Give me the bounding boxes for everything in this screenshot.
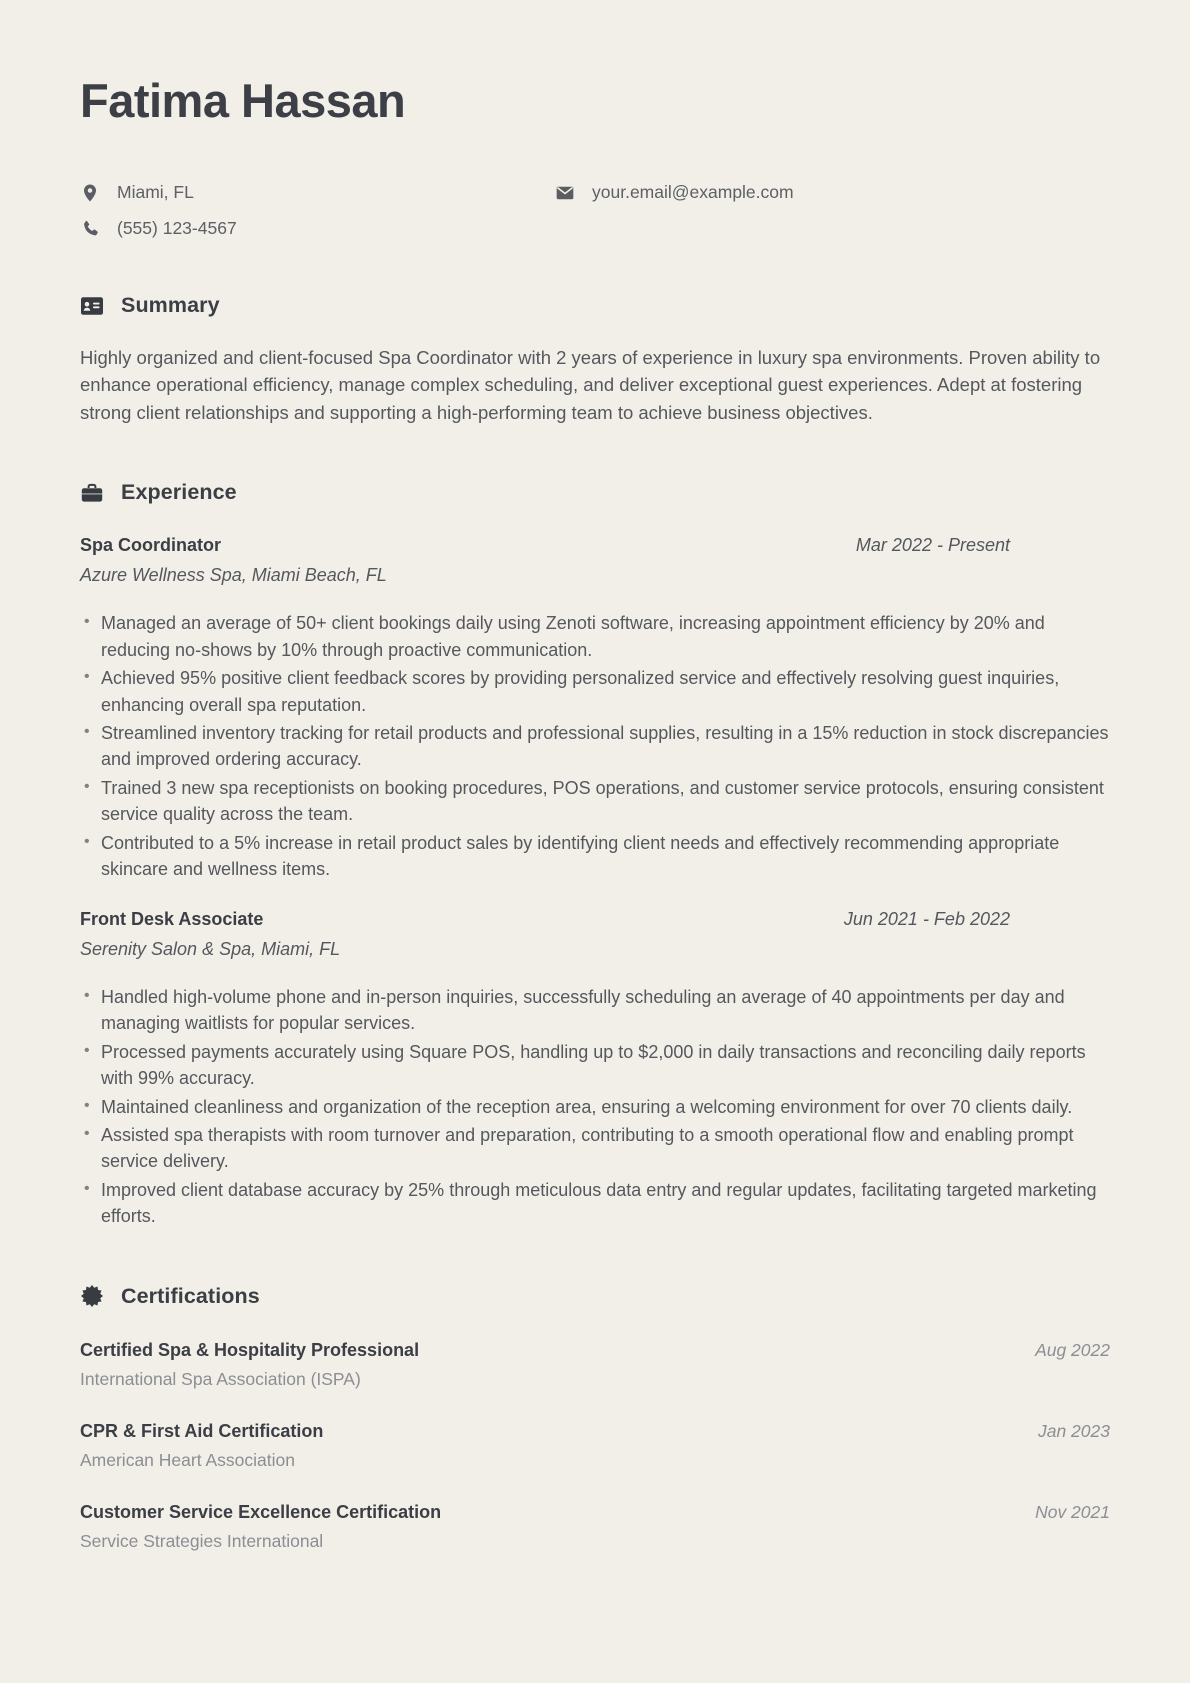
certification-organization: Service Strategies International	[80, 1530, 324, 1551]
job-dates: Mar 2022 - Present	[855, 535, 1010, 556]
summary-section	[80, 293, 1110, 426]
envelope-icon	[555, 183, 575, 203]
job-bullet: • Trained 3 new spa receptionists on booking procedures, POS operations, and customer service protocols, ensuring consistent service quality across the team.	[80, 775, 1110, 828]
certification-header	[80, 1502, 1110, 1523]
job-bullet: • Assisted spa therapists with room turnover and preparation, contributing to a smooth operational flow and enabling prompt service delivery.	[80, 1122, 1110, 1175]
contact-phone-text: (555) 123-4567	[117, 218, 237, 239]
job-bullet: • Processed payments accurately using Square POS, handling up to $2,000 in daily transactions and reconciling daily reports with 99% accuracy.	[80, 1039, 1110, 1092]
job-bullet: • Handled high-volume phone and in-person inquiries, successfully scheduling an average of 40 appointments per day and managing waitlists for popular services.	[80, 984, 1110, 1037]
contact-email-text: your.email@example.com	[592, 182, 794, 203]
experience-section-header	[80, 480, 1110, 505]
certification-title: CPR & First Aid Certification	[80, 1420, 324, 1441]
job-bullet-list	[80, 984, 1110, 1230]
contact-block	[80, 182, 1110, 239]
certificate-seal-icon	[80, 1284, 104, 1308]
summary-title: Summary	[121, 293, 220, 318]
contact-location	[80, 182, 555, 203]
page-title: Fatima Hassan	[80, 74, 406, 127]
experience-section	[80, 480, 1110, 1230]
job-bullet: • Managed an average of 50+ client bookings daily using Zenoti software, increasing appointment efficiency by 20% and reducing no-shows by 10% through proactive communication.	[80, 610, 1110, 663]
certification-organization: American Heart Association	[80, 1449, 295, 1470]
id-card-icon	[80, 294, 104, 318]
certification-entry	[80, 1421, 1110, 1471]
certification-title: Customer Service Excellence Certification	[80, 1501, 442, 1522]
job-header	[80, 535, 1110, 556]
certification-entry	[80, 1340, 1110, 1390]
certifications-title: Certifications	[121, 1283, 260, 1308]
certification-entry	[80, 1502, 1110, 1552]
contact-email	[555, 182, 1110, 203]
certification-header	[80, 1421, 1110, 1442]
summary-section-header	[80, 293, 1110, 318]
briefcase-icon	[80, 481, 104, 505]
phone-icon	[80, 219, 100, 239]
certification-date: Aug 2022	[1035, 1339, 1110, 1360]
job-bullet: • Improved client database accuracy by 25% through meticulous data entry and regular updates, facilitating targeted marketing efforts.	[80, 1177, 1110, 1230]
certification-organization: International Spa Association (ISPA)	[80, 1368, 361, 1389]
certification-header	[80, 1340, 1110, 1361]
contact-location-text: Miami, FL	[117, 182, 194, 203]
job-header	[80, 909, 1110, 930]
summary-text: Highly organized and client-focused Spa Coordinator with 2 years of experience in luxury spa environments. Proven ability to enhance operational efficiency, manage complex scheduling, and deliver exceptional guest experiences. Adept at fostering strong client relationships and supporting a high-performing team to achieve business objectives.	[80, 347, 1101, 423]
certification-date: Jan 2023	[1037, 1420, 1110, 1441]
job-title: Front Desk Associate	[80, 908, 264, 929]
job-bullet-list	[80, 610, 1110, 883]
contact-phone	[80, 218, 555, 239]
certification-date: Nov 2021	[1035, 1501, 1110, 1522]
experience-entry	[80, 909, 1110, 1230]
job-bullet: • Maintained cleanliness and organization of the reception area, ensuring a welcoming environment for over 70 clients daily.	[80, 1094, 1110, 1120]
experience-title: Experience	[121, 480, 237, 505]
location-pin-icon	[80, 183, 100, 203]
certifications-section-header	[80, 1284, 1110, 1309]
job-title: Spa Coordinator	[80, 535, 222, 556]
job-dates: Jun 2021 - Feb 2022	[843, 908, 1010, 929]
certifications-section	[80, 1284, 1110, 1552]
job-company: Serenity Salon & Spa, Miami, FL	[80, 938, 341, 959]
job-company: Azure Wellness Spa, Miami Beach, FL	[80, 565, 387, 586]
job-bullet: • Streamlined inventory tracking for retail products and professional supplies, resulting in a 15% reduction in stock discrepancies and improved ordering accuracy.	[80, 720, 1110, 773]
experience-entry	[80, 535, 1110, 883]
job-bullet: • Contributed to a 5% increase in retail product sales by identifying client needs and effectively recommending appropriate skincare and wellness items.	[80, 830, 1110, 883]
certification-title: Certified Spa & Hospitality Professional	[80, 1339, 420, 1360]
job-bullet: • Achieved 95% positive client feedback scores by providing personalized service and effectively resolving guest inquiries, enhancing overall spa reputation.	[80, 665, 1110, 718]
